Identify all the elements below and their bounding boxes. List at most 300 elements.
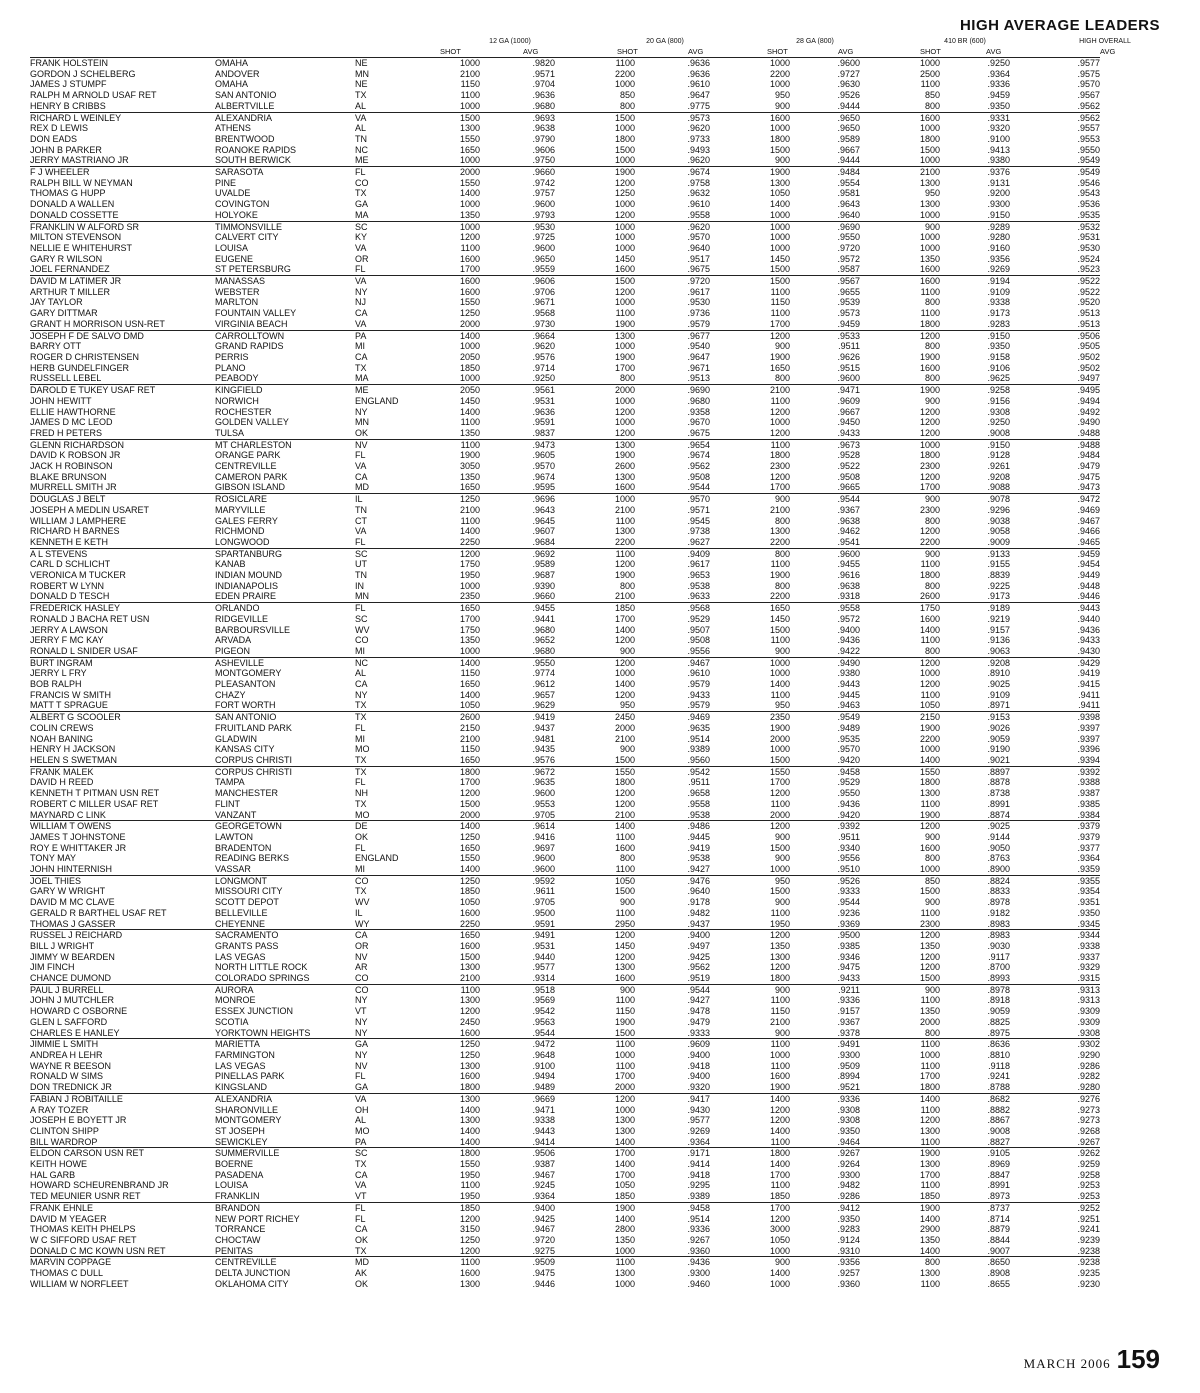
avg-28ga: .9422 bbox=[837, 645, 860, 656]
shot-28ga: 1650 bbox=[769, 362, 790, 373]
state: AL bbox=[355, 123, 367, 134]
avg-28ga: .9380 bbox=[837, 668, 860, 679]
table-row bbox=[30, 766, 1100, 777]
city: MANCHESTER bbox=[215, 788, 279, 799]
avg-28ga: .9558 bbox=[790, 603, 860, 614]
avg-12ga: .9591 bbox=[532, 417, 555, 428]
table-row bbox=[30, 1202, 1100, 1213]
avg-12ga: .9591 bbox=[532, 918, 555, 929]
shooter-name: FRANK MALEK bbox=[30, 766, 215, 777]
shot-12ga: 1600 bbox=[459, 907, 480, 918]
shooter-name: BURT INGRAM bbox=[30, 657, 215, 668]
avg-12ga: .9563 bbox=[532, 1016, 555, 1027]
shot-12ga: 1600 bbox=[459, 1268, 480, 1279]
shot-28ga: 950 bbox=[774, 90, 790, 101]
avg-high-overall: .9522 bbox=[1077, 286, 1100, 297]
state: TN bbox=[355, 504, 367, 515]
shot-410br: 1850 bbox=[919, 1191, 940, 1202]
state: VA bbox=[355, 526, 367, 537]
city: SUMMERVILLE bbox=[215, 1148, 355, 1159]
table-row bbox=[30, 352, 1100, 363]
state: TX bbox=[355, 90, 367, 101]
state: FL bbox=[355, 264, 366, 275]
avg-28ga: .9600 bbox=[790, 548, 860, 559]
shot-28ga: 800 bbox=[774, 580, 790, 591]
avg-20ga: .9647 bbox=[687, 351, 710, 362]
shot-20ga: 1200 bbox=[555, 930, 635, 941]
shot-20ga: 2100 bbox=[614, 504, 635, 515]
shot-20ga: 1000 bbox=[614, 1245, 635, 1256]
avg-12ga: .9635 bbox=[532, 777, 555, 788]
avg-410br: .8918 bbox=[987, 995, 1010, 1006]
city: TORRANCE bbox=[215, 1224, 266, 1235]
shot-12ga: 1400 bbox=[459, 1136, 480, 1147]
avg-410br: .9208 bbox=[987, 471, 1010, 482]
shot-20ga: 1400 bbox=[614, 679, 635, 690]
shot-20ga: 1300 bbox=[614, 1115, 635, 1126]
avg-28ga: .9535 bbox=[837, 733, 860, 744]
header-28ga: 28 GA (800) bbox=[796, 38, 834, 45]
avg-high-overall: .9535 bbox=[1077, 209, 1100, 220]
shooter-name: JIMMY W BEARDEN bbox=[30, 951, 115, 962]
city: MARIETTA bbox=[215, 1039, 355, 1050]
shot-28ga: 1700 bbox=[769, 482, 790, 493]
shot-20ga: 2000 bbox=[614, 1082, 635, 1093]
avg-high-overall: .9454 bbox=[1077, 559, 1100, 570]
header-410br: 410 BR (600) bbox=[944, 38, 986, 45]
avg-12ga: .9680 bbox=[532, 100, 555, 111]
shooter-name: JOSEPH A MEDLIN USARET bbox=[30, 504, 150, 515]
avg-20ga: .9336 bbox=[687, 1224, 710, 1235]
avg-12ga: .9592 bbox=[480, 875, 555, 886]
avg-410br: .9058 bbox=[987, 526, 1010, 537]
shooter-name: HENRY B CRIBBS bbox=[30, 100, 106, 111]
city: PLEASANTON bbox=[215, 679, 276, 690]
shot-12ga: 1550 bbox=[459, 133, 480, 144]
shot-20ga: 1100 bbox=[615, 308, 635, 319]
table-row bbox=[30, 232, 1100, 243]
city: KANAB bbox=[215, 559, 246, 570]
shot-12ga: 3050 bbox=[459, 461, 480, 472]
avg-410br: .9131 bbox=[987, 177, 1010, 188]
shot-12ga: 1600 bbox=[459, 1027, 480, 1038]
avg-28ga: .9340 bbox=[837, 842, 860, 853]
avg-20ga: .9519 bbox=[687, 973, 710, 984]
shot-20ga: 900 bbox=[555, 984, 635, 995]
table-row bbox=[30, 188, 1100, 199]
shot-410br: 1100 bbox=[920, 1180, 940, 1191]
avg-28ga: .9444 bbox=[837, 155, 860, 166]
avg-high-overall: .9252 bbox=[1010, 1202, 1100, 1213]
state: FL bbox=[355, 450, 366, 461]
state: VA bbox=[355, 242, 367, 253]
table-row bbox=[30, 668, 1100, 679]
city: FOUNTAIN VALLEY bbox=[215, 308, 297, 319]
avg-410br: .8650 bbox=[940, 1257, 1010, 1268]
shooter-name: RONALD J BACHA RET USN bbox=[30, 613, 150, 624]
city: VANZANT bbox=[215, 809, 257, 820]
shot-12ga: 1700 bbox=[459, 264, 480, 275]
avg-12ga: .9441 bbox=[532, 613, 555, 624]
table-row bbox=[30, 1137, 1100, 1148]
city: KINGFIELD bbox=[215, 385, 355, 396]
avg-high-overall: .9309 bbox=[1077, 1006, 1100, 1017]
avg-20ga: .9320 bbox=[687, 1082, 710, 1093]
shot-12ga: 1550 bbox=[459, 177, 480, 188]
avg-20ga: .9514 bbox=[687, 1213, 710, 1224]
table-row bbox=[30, 581, 1100, 592]
avg-20ga: .9414 bbox=[687, 1159, 710, 1170]
avg-20ga: .9497 bbox=[687, 940, 710, 951]
avg-12ga: .9638 bbox=[532, 123, 555, 134]
state: TX bbox=[355, 1245, 367, 1256]
avg-28ga: .9336 bbox=[790, 1093, 860, 1104]
shot-20ga: 2450 bbox=[555, 712, 635, 723]
shot-28ga: 1500 bbox=[769, 144, 790, 155]
avg-20ga: .9542 bbox=[635, 766, 710, 777]
state: MI bbox=[355, 341, 365, 352]
city: LAS VEGAS bbox=[215, 951, 266, 962]
shot-20ga: 2000 bbox=[614, 722, 635, 733]
city: SCOTIA bbox=[215, 1016, 249, 1027]
state: FL bbox=[355, 722, 366, 733]
shot-410br: 1050 bbox=[919, 700, 940, 711]
avg-410br: .9338 bbox=[987, 297, 1010, 308]
avg-high-overall: .9472 bbox=[1010, 494, 1100, 505]
state: KY bbox=[355, 232, 368, 243]
table-row bbox=[30, 919, 1100, 930]
avg-410br: .9190 bbox=[987, 744, 1010, 755]
state: AL bbox=[355, 668, 367, 679]
table-row bbox=[30, 1246, 1100, 1257]
city: MISSOURI CITY bbox=[215, 886, 283, 897]
shooter-name: KEITH HOWE bbox=[30, 1159, 88, 1170]
table-row bbox=[30, 145, 1100, 156]
shot-20ga: 1200 bbox=[614, 177, 635, 188]
shooter-name: CARL D SCHLICHT bbox=[30, 559, 111, 570]
city: TAMPA bbox=[215, 777, 245, 788]
shot-410br: 800 bbox=[924, 373, 940, 384]
avg-410br: .9157 bbox=[987, 624, 1010, 635]
shot-410br: 1700 bbox=[919, 1071, 940, 1082]
table-row bbox=[30, 472, 1100, 483]
shot-20ga: 1050 bbox=[555, 875, 635, 886]
shot-410br: 1000 bbox=[919, 209, 940, 220]
avg-20ga: .9486 bbox=[635, 821, 710, 832]
shot-28ga: 1650 bbox=[710, 603, 790, 614]
avg-20ga: .9267 bbox=[687, 1234, 710, 1245]
page-footer bbox=[1024, 1344, 1160, 1375]
shooter-name: BILL J WRIGHT bbox=[30, 940, 95, 951]
shot-410br: 800 bbox=[924, 1027, 940, 1038]
shot-410br: 1000 bbox=[919, 864, 940, 875]
avg-20ga: .9680 bbox=[687, 395, 710, 406]
shot-20ga: 1000 bbox=[614, 1049, 635, 1060]
city: ROCHESTER bbox=[215, 406, 272, 417]
avg-28ga: .9665 bbox=[837, 482, 860, 493]
avg-20ga: .9178 bbox=[687, 897, 710, 908]
avg-12ga: .9820 bbox=[480, 58, 555, 69]
avg-12ga: .9696 bbox=[480, 494, 555, 505]
avg-20ga: .9617 bbox=[687, 286, 710, 297]
avg-28ga: .9283 bbox=[837, 1224, 860, 1235]
shot-28ga: 1100 bbox=[770, 1180, 790, 1191]
avg-410br: .9030 bbox=[987, 940, 1010, 951]
shot-12ga: 1650 bbox=[430, 930, 480, 941]
avg-high-overall: .9531 bbox=[1077, 232, 1100, 243]
shot-12ga: 1750 bbox=[459, 559, 480, 570]
state: NH bbox=[355, 788, 368, 799]
avg-high-overall: .9484 bbox=[1077, 450, 1100, 461]
shot-20ga: 1000 bbox=[555, 221, 635, 232]
shot-12ga: 1000 bbox=[430, 58, 480, 69]
avg-12ga: .9443 bbox=[532, 1125, 555, 1136]
state: FL bbox=[355, 842, 366, 853]
city: BOERNE bbox=[215, 1159, 254, 1170]
shot-20ga: 1000 bbox=[614, 155, 635, 166]
avg-410br: .9380 bbox=[987, 155, 1010, 166]
shot-12ga: 1000 bbox=[459, 155, 480, 166]
table-row bbox=[30, 155, 1100, 166]
state: MN bbox=[355, 68, 369, 79]
avg-20ga: .9573 bbox=[635, 112, 710, 123]
avg-28ga: .9350 bbox=[837, 1213, 860, 1224]
avg-20ga: .9775 bbox=[687, 100, 710, 111]
avg-high-overall: .9384 bbox=[1077, 809, 1100, 820]
avg-28ga: .9511 bbox=[838, 831, 860, 842]
state: NY bbox=[355, 1027, 368, 1038]
shooter-name: JAMES J STUMPF bbox=[30, 79, 107, 90]
avg-410br: .8978 bbox=[940, 984, 1010, 995]
avg-410br: .8839 bbox=[987, 570, 1010, 581]
shot-20ga: 1700 bbox=[614, 1071, 635, 1082]
shot-410br: 1800 bbox=[919, 318, 940, 329]
shot-28ga: 1100 bbox=[710, 439, 790, 450]
shot-20ga: 800 bbox=[619, 853, 635, 864]
shot-20ga: 1100 bbox=[555, 1257, 635, 1268]
avg-20ga: .9733 bbox=[687, 133, 710, 144]
shot-28ga: 900 bbox=[774, 897, 790, 908]
shot-12ga: 1750 bbox=[459, 624, 480, 635]
state: NC bbox=[355, 144, 368, 155]
shooter-name: GLENN RICHARDSON bbox=[30, 439, 215, 450]
avg-410br: .8844 bbox=[987, 1234, 1010, 1245]
shot-12ga: 1250 bbox=[430, 875, 480, 886]
state: MA bbox=[355, 373, 369, 384]
city: SOUTH BERWICK bbox=[215, 155, 291, 166]
avg-410br: .9356 bbox=[987, 253, 1010, 264]
shot-28ga: 1800 bbox=[769, 133, 790, 144]
state: FL bbox=[355, 1213, 366, 1224]
shot-28ga: 2100 bbox=[710, 385, 790, 396]
avg-20ga: .9389 bbox=[687, 1191, 710, 1202]
avg-28ga: .9157 bbox=[837, 1006, 860, 1017]
table-row bbox=[30, 90, 1100, 101]
avg-20ga: .9418 bbox=[687, 1060, 710, 1071]
avg-28ga: .9655 bbox=[837, 286, 860, 297]
shot-12ga: 1650 bbox=[459, 755, 480, 765]
shot-410br: 1100 bbox=[920, 1104, 940, 1115]
shot-410br: 1900 bbox=[860, 385, 940, 396]
state: TX bbox=[355, 886, 367, 897]
avg-12ga: .9400 bbox=[480, 1202, 555, 1213]
table-row bbox=[30, 287, 1100, 298]
shot-20ga: 1600 bbox=[614, 264, 635, 275]
avg-high-overall: .9429 bbox=[1010, 657, 1100, 668]
avg-410br: .9173 bbox=[987, 308, 1010, 319]
avg-28ga: .9475 bbox=[837, 962, 860, 973]
table-row bbox=[30, 1050, 1100, 1061]
shot-28ga: 1600 bbox=[710, 112, 790, 123]
table-row bbox=[30, 167, 1100, 178]
table-row bbox=[30, 439, 1100, 450]
state: AR bbox=[355, 962, 368, 973]
shot-410br: 800 bbox=[924, 853, 940, 864]
state: CA bbox=[355, 1224, 368, 1235]
avg-20ga: .9508 bbox=[687, 635, 710, 646]
state: NE bbox=[355, 79, 368, 90]
shot-410br: 1800 bbox=[919, 777, 940, 788]
shot-410br: 2500 bbox=[919, 68, 940, 79]
footer-month: MARCH 2006 bbox=[1023, 1356, 1111, 1371]
state: NV bbox=[355, 439, 430, 450]
avg-28ga: .9650 bbox=[790, 112, 860, 123]
shot-28ga: 1800 bbox=[710, 1148, 790, 1159]
shot-12ga: 1550 bbox=[459, 1159, 480, 1170]
shot-20ga: 1000 bbox=[614, 395, 635, 406]
avg-20ga: .9493 bbox=[687, 144, 710, 155]
state: CO bbox=[355, 875, 430, 886]
state: IL bbox=[355, 907, 363, 918]
city: MARYVILLE bbox=[215, 504, 266, 515]
table-row bbox=[30, 494, 1100, 505]
shot-410br: 1300 bbox=[919, 177, 940, 188]
shot-12ga: 1000 bbox=[459, 100, 480, 111]
city: EUGENE bbox=[215, 253, 254, 264]
shot-20ga: 1200 bbox=[614, 798, 635, 809]
avg-12ga: .9692 bbox=[480, 548, 555, 559]
shot-28ga: 2100 bbox=[769, 504, 790, 515]
shot-28ga: 1400 bbox=[710, 1093, 790, 1104]
shooter-name: MURRELL SMITH JR bbox=[30, 482, 117, 493]
shot-28ga: 950 bbox=[710, 875, 790, 886]
shot-12ga: 1200 bbox=[459, 1245, 480, 1256]
shot-20ga: 2950 bbox=[614, 918, 635, 929]
shot-28ga: 1200 bbox=[769, 1115, 790, 1126]
avg-410br: .9156 bbox=[987, 395, 1010, 406]
avg-410br: .9109 bbox=[987, 689, 1010, 700]
shot-28ga: 1950 bbox=[769, 918, 790, 929]
shot-12ga: 1650 bbox=[459, 842, 480, 853]
avg-12ga: .9425 bbox=[532, 1213, 555, 1224]
shot-12ga: 1400 bbox=[459, 1104, 480, 1115]
shot-28ga: 1000 bbox=[769, 209, 790, 220]
avg-12ga: .9600 bbox=[532, 788, 555, 799]
avg-high-overall: .9567 bbox=[1077, 90, 1100, 101]
city: CORPUS CHRISTI bbox=[215, 766, 355, 777]
state: DE bbox=[355, 821, 430, 832]
city: CAMERON PARK bbox=[215, 471, 288, 482]
avg-high-overall: .9377 bbox=[1077, 842, 1100, 853]
avg-12ga: .9607 bbox=[532, 526, 555, 537]
table-row bbox=[30, 526, 1100, 537]
avg-12ga: .9605 bbox=[532, 450, 555, 461]
avg-410br: .9059 bbox=[987, 733, 1010, 744]
state: MO bbox=[355, 1125, 370, 1136]
shot-20ga: 1800 bbox=[614, 777, 635, 788]
avg-20ga: .9476 bbox=[635, 875, 710, 886]
table-row bbox=[30, 1279, 1100, 1290]
shot-20ga: 1500 bbox=[555, 112, 635, 123]
avg-high-overall: .9473 bbox=[1077, 482, 1100, 493]
table-row bbox=[30, 591, 1100, 602]
table-row bbox=[30, 723, 1100, 734]
city: CHAZY bbox=[215, 689, 246, 700]
avg-28ga: .9436 bbox=[837, 798, 860, 809]
shot-12ga: 1600 bbox=[459, 253, 480, 264]
shooter-name: GERALD R BARTHEL USAF RET bbox=[30, 907, 167, 918]
shot-12ga: 1950 bbox=[459, 1169, 480, 1180]
shot-20ga: 1300 bbox=[555, 330, 635, 341]
header-shot: SHOT bbox=[440, 47, 461, 56]
shot-12ga: 1100 bbox=[460, 1180, 480, 1191]
avg-12ga: .9518 bbox=[480, 984, 555, 995]
avg-28ga: .9570 bbox=[837, 744, 860, 755]
avg-20ga: .9418 bbox=[687, 1169, 710, 1180]
avg-410br: .9088 bbox=[987, 482, 1010, 493]
avg-28ga: .9522 bbox=[837, 461, 860, 472]
avg-20ga: .9544 bbox=[635, 984, 710, 995]
avg-12ga: .9491 bbox=[480, 930, 555, 941]
shot-410br: 1500 bbox=[919, 973, 940, 984]
shot-20ga: 900 bbox=[619, 645, 635, 656]
shot-410br: 1400 bbox=[919, 1245, 940, 1256]
table-row bbox=[30, 700, 1100, 711]
shot-12ga: 2100 bbox=[459, 68, 480, 79]
avg-high-overall: .9258 bbox=[1077, 1169, 1100, 1180]
shot-20ga: 1600 bbox=[614, 842, 635, 853]
shot-28ga: 1050 bbox=[769, 188, 790, 199]
state: VA bbox=[355, 1093, 430, 1104]
city: VASSAR bbox=[215, 864, 251, 875]
avg-28ga: .9643 bbox=[837, 199, 860, 210]
city: BARBOURSVILLE bbox=[215, 624, 291, 635]
city: ST PETERSBURG bbox=[215, 264, 291, 275]
state: MN bbox=[355, 417, 369, 428]
avg-410br: .9219 bbox=[987, 613, 1010, 624]
shot-20ga: 1100 bbox=[555, 548, 635, 559]
avg-20ga: .9430 bbox=[687, 1104, 710, 1115]
city: PLANO bbox=[215, 362, 246, 373]
shot-20ga: 1900 bbox=[614, 1016, 635, 1027]
shot-12ga: 1000 bbox=[459, 341, 480, 352]
avg-high-overall: .9448 bbox=[1077, 580, 1100, 591]
avg-high-overall: .9329 bbox=[1077, 962, 1100, 973]
avg-20ga: .9570 bbox=[635, 494, 710, 505]
shooter-name: DAROLD E TUKEY USAF RET bbox=[30, 385, 215, 396]
avg-20ga: .9433 bbox=[687, 689, 710, 700]
shot-12ga: 1700 bbox=[459, 777, 480, 788]
state: TX bbox=[355, 362, 367, 373]
avg-12ga: .9706 bbox=[532, 286, 555, 297]
shot-28ga: 1600 bbox=[769, 1071, 790, 1082]
shot-20ga: 1250 bbox=[614, 188, 635, 199]
avg-410br: .9025 bbox=[940, 821, 1010, 832]
state: FL bbox=[355, 1202, 430, 1213]
table-row bbox=[30, 930, 1100, 941]
city: AURORA bbox=[215, 984, 355, 995]
shot-12ga: 1000 bbox=[430, 221, 480, 232]
